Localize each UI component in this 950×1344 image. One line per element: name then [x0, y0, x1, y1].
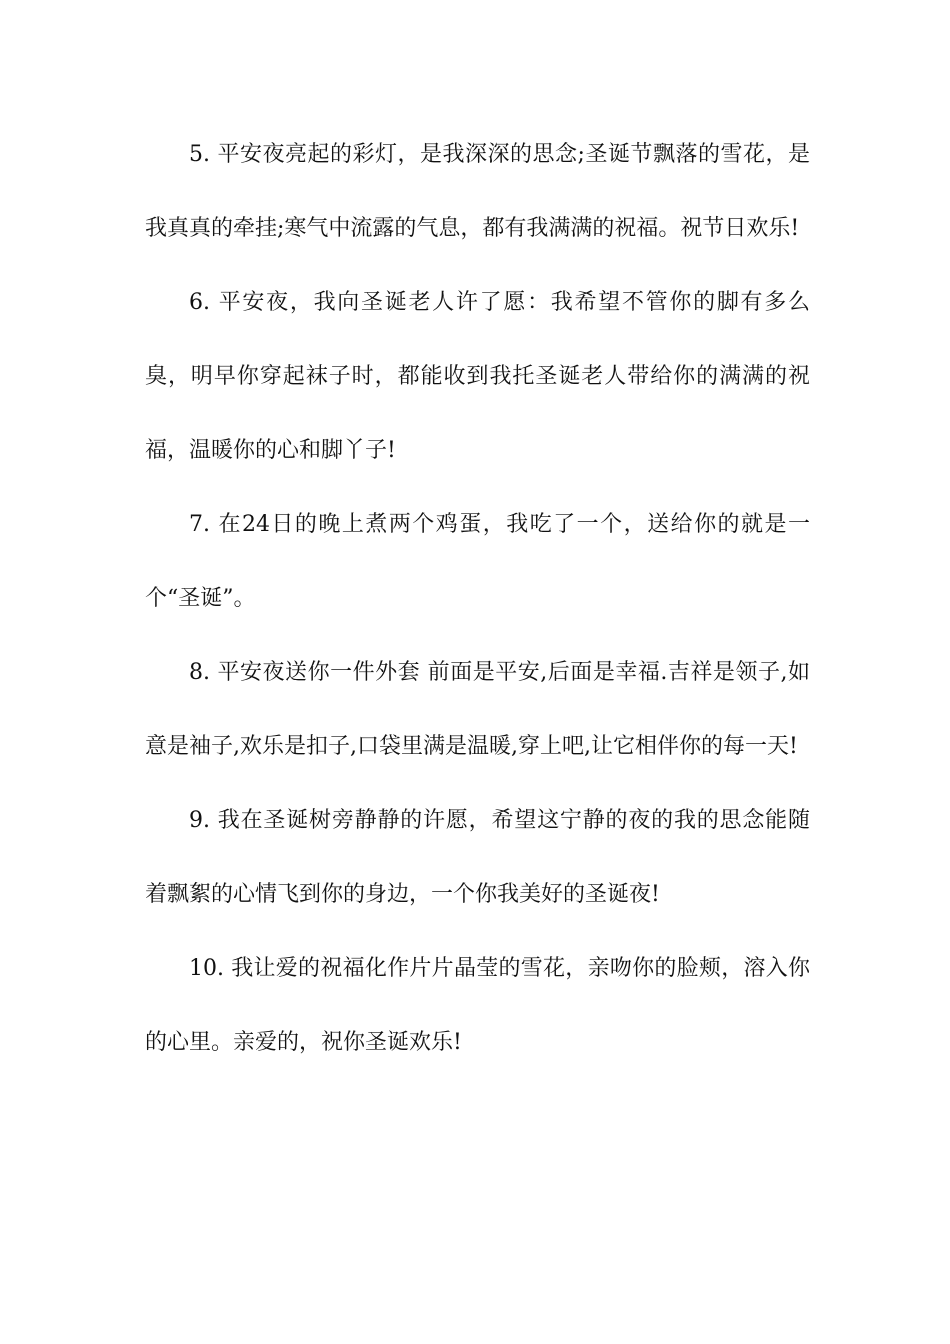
- paragraph-7: 7. 在24日的晚上煮两个鸡蛋，我吃了一个，送给你的就是一个“圣诞”。: [145, 512, 810, 611]
- paragraph-5: 5. 平安夜亮起的彩灯，是我深深的思念;圣诞节飘落的雪花，是我真真的牵挂;寒气中流露的气息，都有我满满的祝福。祝节日欢乐!: [145, 142, 810, 241]
- paragraph-9: 9. 我在圣诞树旁静静的许愿，希望这宁静的夜的我的思念能随着飘絮的心情飞到你的身边，一个你我美好的圣诞夜!: [145, 808, 810, 907]
- document-body: [145, 118, 810, 1080]
- paragraph-8: 8. 平安夜送你一件外套 前面是平安,后面是幸福.吉祥是领子,如意是袖子,欢乐是扣子,口袋里满是温暖,穿上吧,让它相伴你的每一天!: [145, 660, 810, 759]
- paragraph-6: 6. 平安夜，我向圣诞老人许了愿：我希望不管你的脚有多么臭，明早你穿起袜子时，都能收到我托圣诞老人带给你的满满的祝福，温暖你的心和脚丫子!: [145, 290, 810, 463]
- paragraph-10: 10. 我让爱的祝福化作片片晶莹的雪花，亲吻你的脸颊，溶入你的心里。亲爱的，祝你圣诞欢乐!: [145, 956, 810, 1055]
